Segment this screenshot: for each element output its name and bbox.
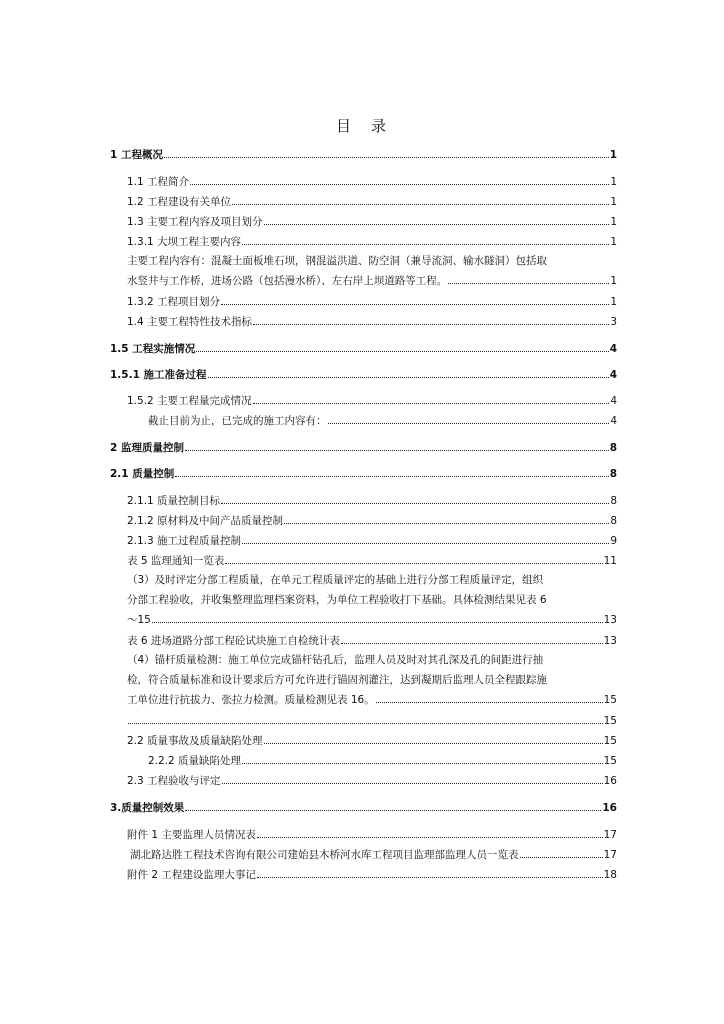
toc-entry[interactable]	[110, 148, 617, 162]
toc-title: 目 录	[335, 117, 389, 135]
toc-entry-page: 8	[610, 515, 617, 527]
toc-entry-page: 13	[603, 635, 617, 647]
toc-entry-page: 17	[603, 829, 617, 841]
dot-leader	[221, 503, 609, 504]
toc-entry[interactable]: （4）锚杆质量检测：施工单位完成锚杆钻孔后，监理人员及时对其孔深及孔的间距进行抽 检，符合质量标准和设计要求后方可允许进行锚固剂灌注，达到凝期后监理人员全程跟踪施 工单位进行抗拔力、张拉力检测。质量检测见表 16。 15	[127, 654, 617, 706]
toc-entry-page: 18	[603, 869, 617, 881]
toc-entry[interactable]	[110, 534, 617, 548]
toc-entry-title: 1 工程概况	[110, 149, 163, 161]
dot-leader	[284, 523, 609, 524]
dot-leader	[242, 543, 609, 544]
toc-entry-page: 8	[609, 442, 617, 454]
toc-entry[interactable]	[110, 714, 617, 728]
toc-entry[interactable]	[110, 554, 617, 568]
toc-entry-title: 表 6 进场道路分部工程砼试块施工自检统计表	[127, 635, 340, 647]
toc-entry-title: 1.4 主要工程特性技术指标	[127, 316, 253, 328]
toc-entry-title: 1.5.1 施工准备过程	[110, 369, 207, 381]
toc-entry-page: 4	[610, 395, 617, 407]
toc-entry[interactable]	[110, 734, 617, 748]
toc-entry[interactable]	[110, 467, 617, 481]
toc-entry[interactable]	[110, 754, 617, 768]
toc-entry-page: 16	[602, 802, 617, 814]
dot-leader	[264, 224, 610, 225]
toc-entry[interactable]	[110, 295, 617, 309]
toc-entry-title: 1.5 工程实施情况	[110, 343, 196, 355]
dot-leader	[257, 837, 603, 838]
dot-leader	[185, 810, 601, 811]
toc-entry-page: 15	[603, 735, 617, 747]
dot-leader	[253, 403, 610, 404]
toc-entry[interactable]	[110, 195, 617, 209]
toc-entry-title: 2.1 质量控制	[110, 468, 175, 480]
toc-entry[interactable]	[110, 315, 617, 329]
dot-leader	[208, 377, 609, 378]
dot-leader	[185, 450, 609, 451]
toc-entry-title: 2 监理质量控制	[110, 442, 184, 454]
toc-entry-title: 1.3 主要工程内容及项目划分	[127, 216, 263, 228]
dot-leader	[242, 244, 609, 245]
toc-entry-page: 1	[610, 216, 617, 228]
toc-entry-title: 1.2 工程建设有关单位	[127, 196, 232, 208]
toc-entry-page: 15	[603, 755, 617, 767]
toc-entry[interactable]	[110, 634, 617, 648]
dot-leader	[222, 783, 603, 784]
toc-entry-page: 1	[610, 296, 617, 308]
dot-leader	[175, 476, 608, 477]
toc-entry-title: 2.1.3 施工过程质量控制	[127, 535, 242, 547]
toc-entry[interactable]	[110, 801, 617, 815]
toc-entry-title: 1.1 工程简介	[127, 176, 190, 188]
dot-leader	[376, 702, 603, 703]
toc-entry[interactable]	[110, 774, 617, 788]
toc-entry-title: 1.3.1 大坝工程主要内容	[127, 236, 242, 248]
toc-entry[interactable]	[110, 868, 617, 882]
toc-entry[interactable]	[110, 215, 617, 229]
toc-entry[interactable]	[110, 342, 617, 356]
dot-leader	[448, 283, 609, 284]
toc-entry-page: 11	[603, 555, 617, 567]
toc-entry-page: 3	[610, 316, 617, 328]
toc-entry[interactable]	[110, 514, 617, 528]
toc-entry-page: 1	[609, 149, 617, 161]
dot-leader	[520, 857, 603, 858]
toc-entry[interactable]	[110, 394, 617, 408]
toc-entry-title: 2.3 工程验收与评定	[127, 775, 221, 787]
dot-leader	[232, 204, 609, 205]
dot-leader	[128, 723, 603, 724]
toc-entry-page: 9	[610, 535, 617, 547]
toc-entry-title: 1.5.2 主要工程量完成情况	[127, 395, 252, 407]
toc-entry-title: 附件 1 主要监理人员情况表	[127, 829, 256, 841]
dot-leader	[152, 622, 603, 623]
toc-entry[interactable]: 主要工程内容有：混凝土面板堆石坝，钢混溢洪道、防空洞（兼导流洞、输水隧洞）包括取 水竖井与工作桥，进场公路（包括漫水桥）、左右岸上坝道路等工程。 1	[127, 255, 617, 287]
toc-entry-page: 15	[603, 715, 617, 727]
toc-entry[interactable]: （3）及时评定分部工程质量，在单元工程质量评定的基础上进行分部工程质量评定，组织 分部工程验收，并收集整理监理档案资料，为单位工程验收打下基础。具体检测结果见表 6 ～15 13	[127, 574, 617, 626]
toc-entry[interactable]	[110, 441, 617, 455]
dot-leader	[328, 423, 610, 424]
toc-entry-title: 2.1.2 原材料及中间产品质量控制	[127, 515, 284, 527]
table-of-contents	[110, 148, 617, 882]
toc-entry-title: 附件 2 工程建设监理大事记	[127, 869, 256, 881]
toc-entry-page: 8	[609, 468, 617, 480]
toc-entry-title: 湖北路达胜工程技术咨询有限公司建始县木桥河水库工程项目监理部监理人员一览表	[130, 849, 519, 861]
toc-entry-title: 2.2.2 质量缺陷处理	[148, 755, 242, 767]
dot-leader	[221, 304, 609, 305]
toc-entry-page: 4	[609, 343, 617, 355]
toc-entry-page: 8	[610, 495, 617, 507]
toc-entry-page: 1	[610, 236, 617, 248]
toc-entry-title: 3.质量控制效果	[110, 802, 185, 814]
dot-leader	[341, 643, 603, 644]
toc-entry-title: 截止目前为止，已完成的施工内容有：	[148, 415, 327, 427]
dot-leader	[164, 157, 609, 158]
dot-leader	[190, 184, 609, 185]
toc-entry[interactable]	[110, 828, 617, 842]
dot-leader	[196, 351, 608, 352]
dot-leader	[242, 763, 603, 764]
toc-entry[interactable]	[110, 848, 617, 862]
toc-entry-title: 2.1.1 质量控制目标	[127, 495, 221, 507]
toc-entry-title: 2.2 质量事故及质量缺陷处理	[127, 735, 263, 747]
toc-entry-page: 17	[603, 849, 617, 861]
toc-entry-page: 1	[610, 196, 617, 208]
toc-entry[interactable]	[110, 235, 617, 249]
dot-leader	[264, 743, 603, 744]
toc-entry-title: 1.3.2 工程项目划分	[127, 296, 221, 308]
toc-entry-page: 4	[609, 369, 617, 381]
toc-entry[interactable]	[110, 494, 617, 508]
toc-entry[interactable]	[110, 368, 617, 382]
toc-entry-page: 4	[610, 415, 617, 427]
toc-entry-page: 16	[603, 775, 617, 787]
dot-leader	[225, 563, 602, 564]
toc-entry-page: 1	[610, 176, 617, 188]
toc-entry[interactable]	[110, 175, 617, 189]
toc-entry-title: 表 5 监理通知一览表	[127, 555, 225, 567]
dot-leader	[257, 877, 603, 878]
dot-leader	[253, 324, 609, 325]
toc-entry[interactable]	[110, 414, 617, 428]
